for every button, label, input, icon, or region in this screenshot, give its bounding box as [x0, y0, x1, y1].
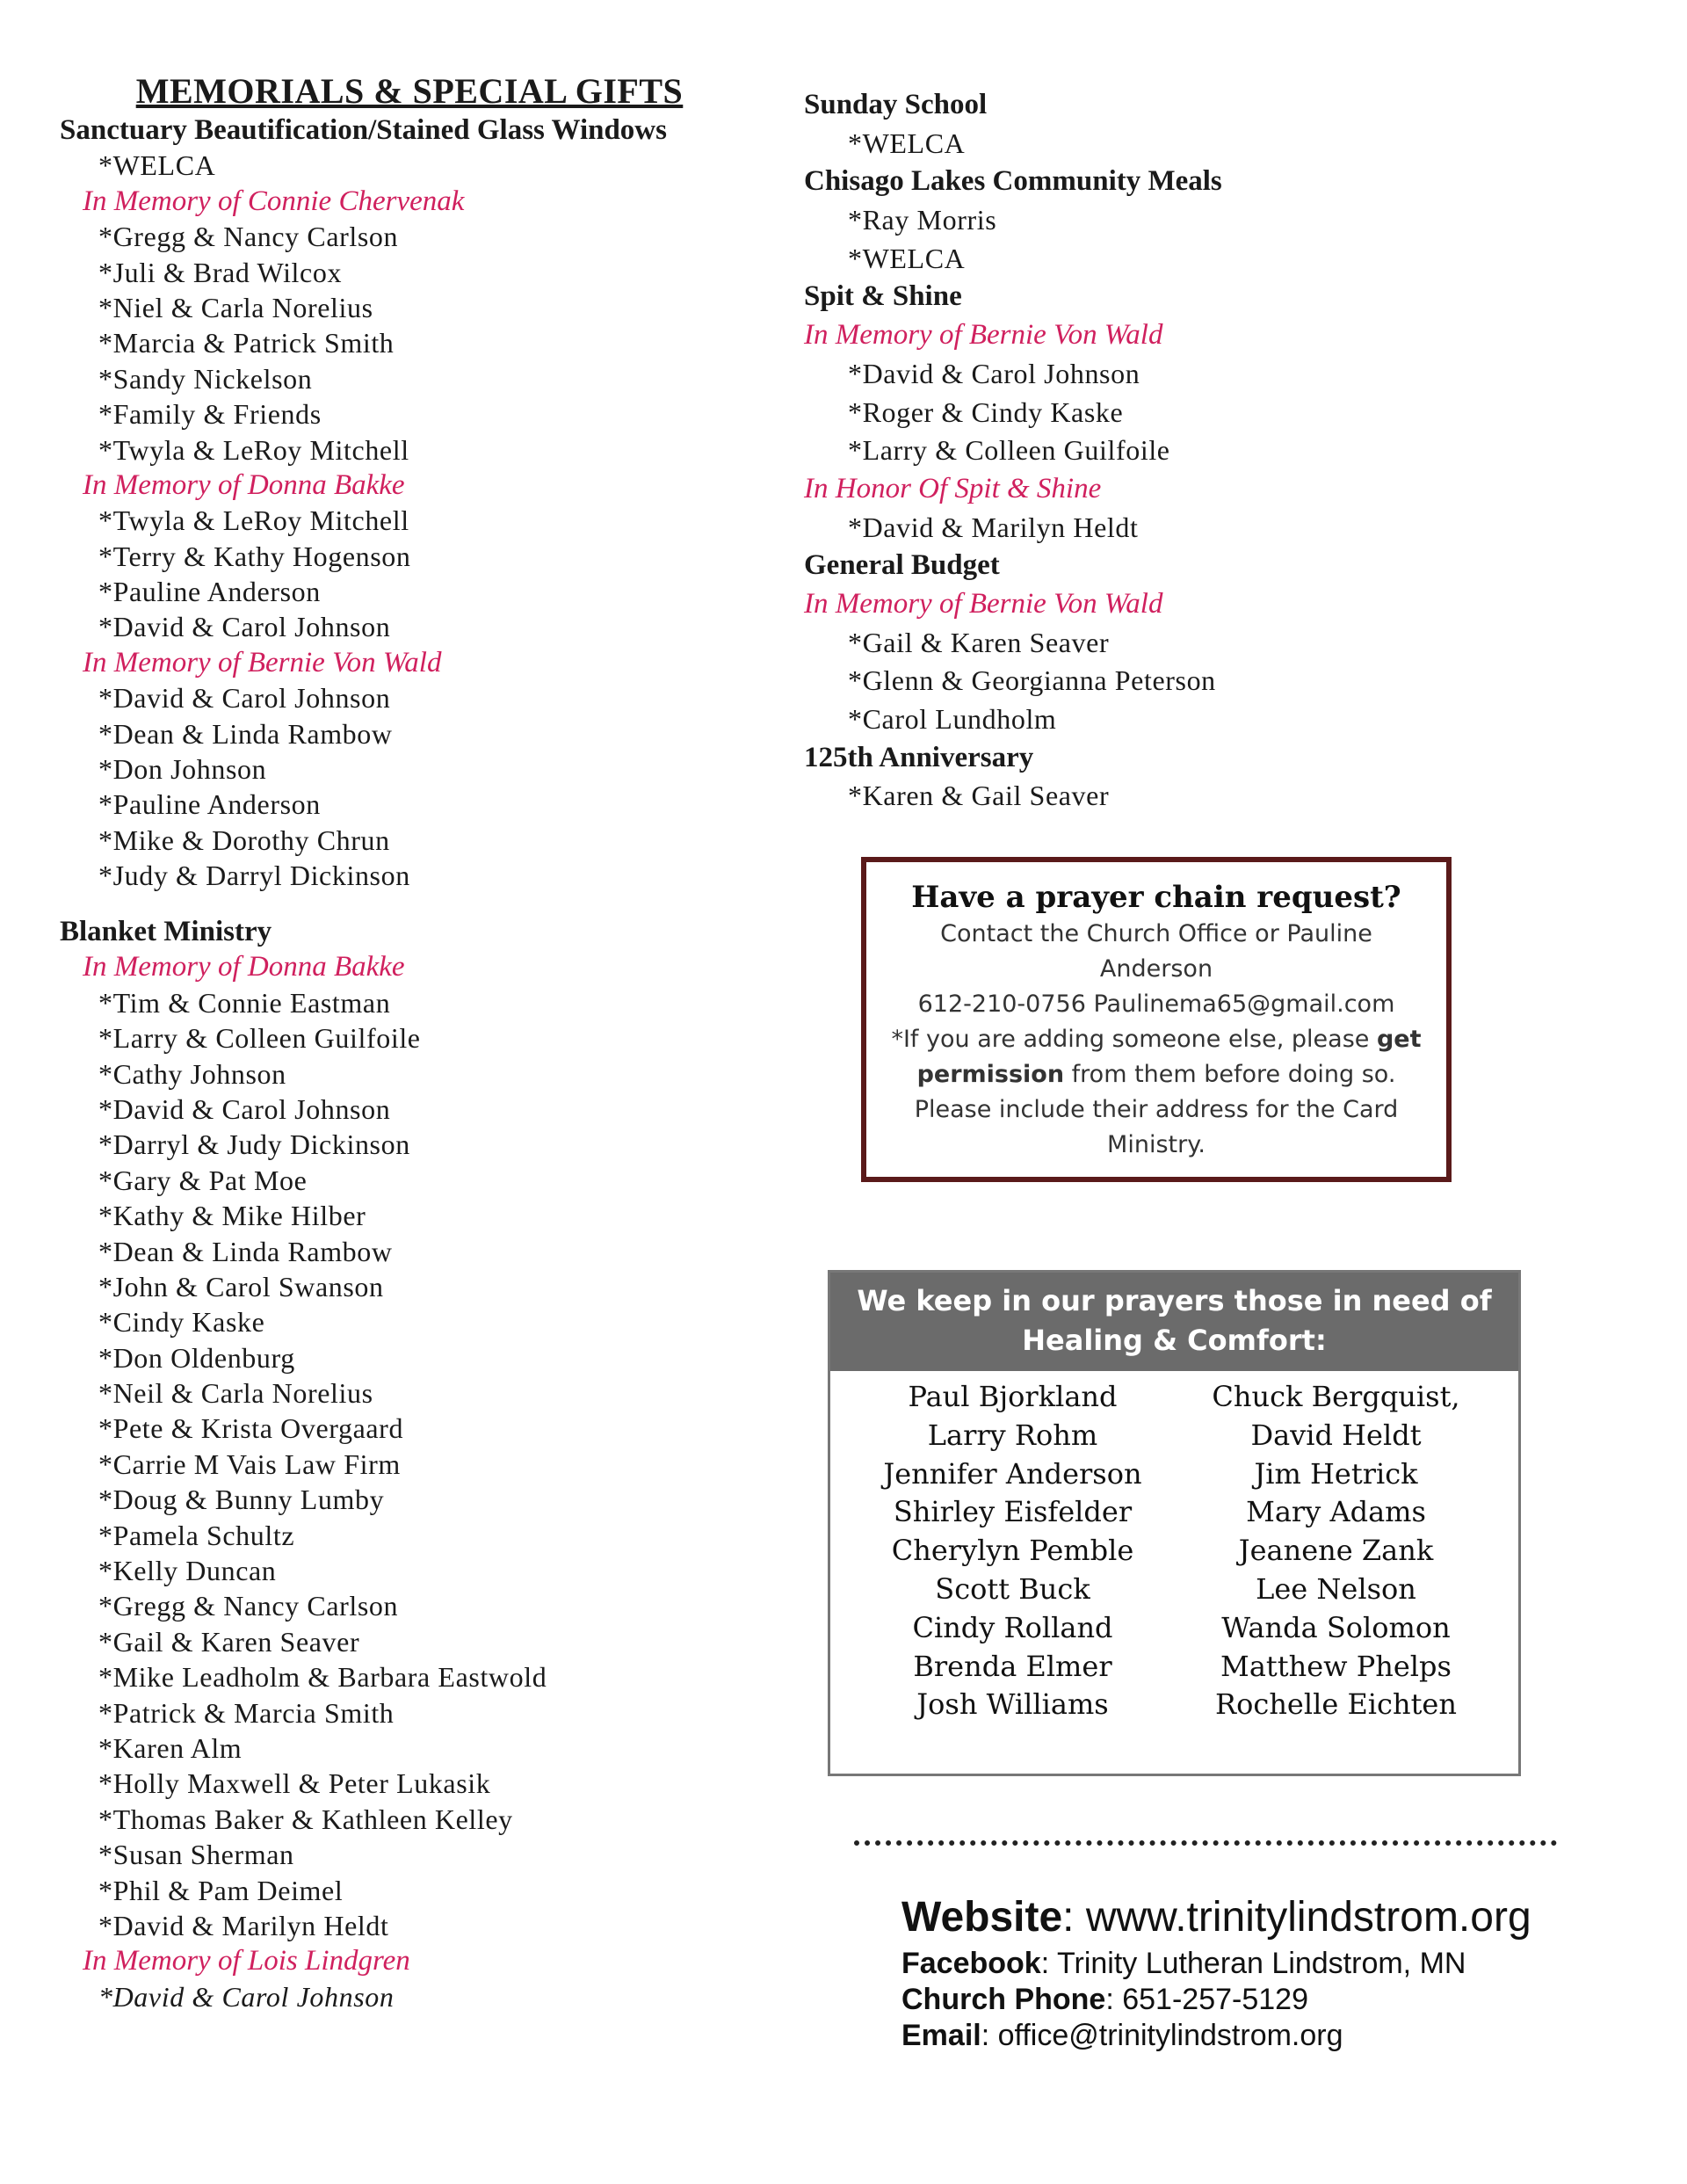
- donor-line: *Glenn & Georgianna Peterson: [848, 664, 1216, 697]
- donor-line: *Mike Leadholm & Barbara Eastwold: [98, 1661, 547, 1694]
- memorial-line: In Memory of Lois Lindgren: [83, 1945, 410, 1977]
- donor-line: *Gregg & Nancy Carlson: [98, 221, 399, 253]
- donor-line: *David & Carol Johnson: [98, 1980, 395, 2013]
- left-list-sanctuary: [60, 112, 798, 894]
- dotted-divider: [854, 1840, 1557, 1846]
- phone-line: [901, 1982, 1675, 2018]
- prayer-name: Shirley Eisfelder: [893, 1495, 1133, 1529]
- donor-line: *Susan Sherman: [98, 1839, 294, 1871]
- memorial-line: In Memory of Bernie Von Wald: [804, 587, 1163, 620]
- donor-line: *Carrie M Vais Law Firm: [98, 1448, 401, 1480]
- prayer-chain-bold: get: [1376, 1026, 1422, 1053]
- donor-line: *Gary & Pat Moe: [98, 1164, 308, 1196]
- donor-line: *WELCA: [848, 242, 966, 274]
- prayer-name: Scott Buck: [935, 1571, 1090, 1606]
- donor-line: *Gregg & Nancy Carlson: [98, 1590, 399, 1622]
- phone-value: : 651-257-5129: [1105, 1983, 1308, 2016]
- prayer-name: David Heldt: [1250, 1418, 1422, 1452]
- prayers-box: [828, 1270, 1521, 1776]
- phone-label: Church Phone: [901, 1983, 1106, 2016]
- donor-line: *Darryl & Judy Dickinson: [98, 1128, 410, 1161]
- website-link[interactable]: : www.trinitylindstrom.org: [1062, 1894, 1531, 1941]
- prayer-chain-text: from them before doing so.: [1064, 1061, 1396, 1088]
- prayer-name: Mary Adams: [1246, 1495, 1426, 1529]
- prayer-name: Paul Bjorkland: [908, 1380, 1118, 1413]
- donor-line: *Marcia & Patrick Smith: [98, 327, 395, 359]
- donor-line: *Larry & Colleen Guilfoile: [848, 434, 1170, 467]
- donor-line: *David & Carol Johnson: [98, 611, 391, 643]
- donor-line: *Juli & Brad Wilcox: [98, 256, 343, 288]
- email-link[interactable]: : office@trinitylindstrom.org: [981, 2019, 1343, 2052]
- donor-line: *Twyla & LeRoy Mitchell: [98, 433, 409, 466]
- donor-line: *Don Johnson: [98, 753, 267, 786]
- donor-line: *Cathy Johnson: [98, 1057, 286, 1090]
- prayer-name: Larry Rohm: [927, 1418, 1098, 1452]
- email-line: [901, 2018, 1675, 2054]
- donor-line: *Pete & Krista Overgaard: [98, 1412, 404, 1445]
- donor-line: *Doug & Bunny Lumby: [98, 1484, 385, 1516]
- prayer-chain-text: *If you are adding someone else, please: [891, 1026, 1377, 1053]
- email-label: Email: [901, 2019, 981, 2052]
- memorial-line: In Memory of Bernie Von Wald: [804, 319, 1163, 352]
- donor-line: *Dean & Linda Rambow: [98, 1235, 393, 1267]
- prayer-chain-box: [861, 857, 1452, 1182]
- prayer-name: Cherylyn Pemble: [891, 1534, 1134, 1568]
- memorial-line: In Memory of Donna Bakke: [83, 951, 405, 983]
- prayer-name: Brenda Elmer: [913, 1649, 1112, 1683]
- prayer-name: Cindy Rolland: [912, 1610, 1113, 1644]
- donor-line: *WELCA: [848, 127, 966, 159]
- donor-line: *Roger & Cindy Kaske: [848, 395, 1124, 428]
- prayers-names: [830, 1371, 1518, 1724]
- donor-line: *Cindy Kaske: [98, 1306, 265, 1339]
- prayer-name: Jennifer Anderson: [883, 1456, 1142, 1491]
- memorial-line: In Memory of Connie Chervenak: [83, 185, 465, 217]
- prayer-chain-line: 612-210-0756 Paulinema65@gmail.com: [917, 990, 1395, 1018]
- donor-line: *Twyla & LeRoy Mitchell: [98, 504, 409, 537]
- website-label: Website: [901, 1894, 1063, 1941]
- donor-line: *Neil & Carla Norelius: [98, 1377, 373, 1410]
- prayer-name: Josh Williams: [916, 1687, 1109, 1722]
- prayer-chain-line: [884, 1057, 1429, 1092]
- donor-line: *Phil & Pam Deimel: [98, 1874, 344, 1906]
- section-heading: Sanctuary Beautification/Stained Glass Windows: [60, 114, 667, 146]
- prayer-name: Jim Hetrick: [1254, 1456, 1418, 1491]
- prayer-name: Lee Nelson: [1256, 1571, 1416, 1606]
- prayer-name: Matthew Phelps: [1220, 1649, 1452, 1683]
- donor-line: *Dean & Linda Rambow: [98, 717, 393, 750]
- donor-line: *Carol Lundholm: [848, 703, 1057, 735]
- prayer-name: Jeanene Zank: [1238, 1534, 1434, 1568]
- donor-line: *Pauline Anderson: [98, 788, 321, 821]
- donor-line: *David & Marilyn Heldt: [98, 1909, 389, 1941]
- prayers-header: [830, 1273, 1518, 1371]
- section-heading: Spit & Shine: [804, 280, 962, 313]
- prayer-chain-line: Ministry.: [1107, 1131, 1206, 1158]
- prayers-header-line: Healing & Comfort:: [1022, 1324, 1327, 1357]
- facebook-value: : Trinity Lutheran Lindstrom, MN: [1040, 1947, 1466, 1980]
- donor-line: *Gail & Karen Seaver: [98, 1625, 360, 1658]
- donor-line: *Ray Morris: [848, 204, 997, 236]
- donor-line: *David & Carol Johnson: [98, 1092, 391, 1125]
- section-heading: 125th Anniversary: [804, 741, 1034, 773]
- donor-line: *John & Carol Swanson: [98, 1270, 384, 1302]
- section-heading: Sunday School: [804, 89, 988, 120]
- donor-line: *WELCA: [98, 149, 216, 182]
- prayer-chain-bold: permission: [916, 1061, 1065, 1088]
- page-title: MEMORIALS & SPECIAL GIFTS: [135, 71, 684, 111]
- prayer-name: Rochelle Eichten: [1215, 1687, 1457, 1722]
- donor-line: *Patrick & Marcia Smith: [98, 1696, 395, 1729]
- right-list: [804, 86, 1683, 816]
- prayer-chain-body: [866, 917, 1446, 1163]
- donor-line: *David & Marilyn Heldt: [848, 511, 1139, 543]
- donor-line: *Judy & Darryl Dickinson: [98, 860, 410, 892]
- prayer-name: Chuck Bergquist,: [1212, 1380, 1460, 1413]
- memorial-line: In Memory of Donna Bakke: [83, 468, 405, 501]
- donor-line: *David & Carol Johnson: [98, 682, 391, 715]
- donor-line: *Sandy Nickelson: [98, 362, 313, 395]
- donor-line: *Kelly Duncan: [98, 1555, 277, 1587]
- donor-line: *Niel & Carla Norelius: [98, 291, 373, 323]
- donor-line: *David & Carol Johnson: [848, 357, 1140, 389]
- donor-line: *Karen & Gail Seaver: [848, 780, 1110, 812]
- section-heading: Blanket Ministry: [60, 916, 272, 947]
- prayers-names-col-1: [857, 1378, 1169, 1724]
- memorial-line: In Honor Of Spit & Shine: [804, 472, 1102, 504]
- facebook-label: Facebook: [901, 1947, 1041, 1980]
- donor-line: *Family & Friends: [98, 398, 322, 431]
- donor-line: *Pamela Schultz: [98, 1519, 295, 1551]
- prayers-names-col-2: [1180, 1378, 1492, 1724]
- prayer-chain-title: Have a prayer chain request?: [911, 880, 1401, 915]
- section-heading: Chisago Lakes Community Meals: [804, 165, 1222, 198]
- donor-line: *Larry & Colleen Guilfoile: [98, 1022, 421, 1055]
- donor-line: *Holly Maxwell & Peter Lukasik: [98, 1767, 491, 1800]
- donor-line: *Pauline Anderson: [98, 576, 321, 608]
- left-list-blanket: [60, 914, 798, 2014]
- contact-block: [901, 1890, 1675, 2054]
- donor-line: *Tim & Connie Eastman: [98, 986, 391, 1019]
- prayer-chain-line: Contact the Church Office or Pauline: [940, 920, 1372, 947]
- donor-line: *Thomas Baker & Kathleen Kelley: [98, 1803, 513, 1835]
- prayer-name: Wanda Solomon: [1221, 1610, 1451, 1644]
- donor-line: *Terry & Kathy Hogenson: [98, 540, 411, 572]
- website-line: [901, 1890, 1675, 1946]
- donor-line: *Mike & Dorothy Chrun: [98, 824, 390, 856]
- memorial-line: In Memory of Bernie Von Wald: [83, 646, 442, 678]
- donor-line: *Don Oldenburg: [98, 1341, 295, 1374]
- facebook-line: [901, 1946, 1675, 1982]
- prayer-chain-line: [884, 1022, 1429, 1057]
- donor-line: *Kathy & Mike Hilber: [98, 1200, 366, 1232]
- prayer-chain-line: Anderson: [1099, 955, 1213, 983]
- donor-line: *Karen Alm: [98, 1731, 243, 1764]
- donor-line: *Gail & Karen Seaver: [848, 626, 1110, 658]
- section-heading: General Budget: [804, 549, 1000, 582]
- prayer-chain-line: Please include their address for the Card: [914, 1096, 1399, 1123]
- prayers-header-line: We keep in our prayers those in need of: [857, 1284, 1492, 1317]
